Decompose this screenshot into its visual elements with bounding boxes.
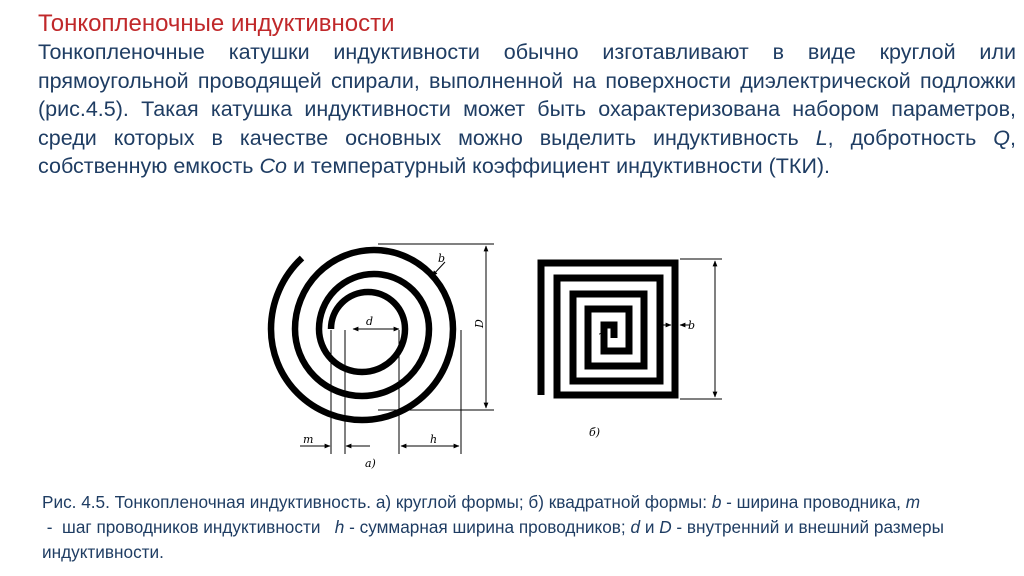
para-symbol-Q: Q [993, 125, 1011, 150]
circle-label-m: m [303, 433, 314, 446]
para-text-2: , добротность [827, 125, 994, 150]
caption-text-3: - шаг проводников индуктивности [42, 517, 335, 537]
circle-label-h: h [430, 433, 438, 446]
para-text-3: , собственную емкость [38, 125, 1016, 178]
square-spiral [541, 263, 675, 395]
caption-text-6: - внутренний и внешний размеры индуктивности. [42, 517, 944, 562]
caption-symbol-h: h [334, 517, 345, 537]
circular-spiral [271, 250, 453, 420]
caption-text-1: Рис. 4.5. Тонкопленочная индуктивность. а) круглой формы; б) квадратной формы: [42, 492, 712, 512]
caption-text-4: - суммарная ширина проводников; [344, 517, 631, 537]
circle-label-d: d [366, 315, 374, 328]
caption-symbol-D: D [659, 517, 672, 537]
para-symbol-L: L [815, 125, 828, 150]
square-subfigure-label: б) [589, 426, 601, 439]
caption-symbol-d: d [630, 517, 641, 537]
caption-text-2: - ширина проводника, [721, 492, 906, 512]
para-symbol-Co: Co [259, 154, 287, 178]
para-text-4: и температурный коэффициент индуктивности (ТКИ). [292, 154, 831, 178]
circle-label-b: b [438, 252, 446, 265]
caption-symbol-m: m [905, 492, 921, 512]
square-label-b: b [688, 319, 696, 332]
circle-subfigure-label: а) [365, 457, 376, 470]
slide-title: Тонкопленочные индуктивности [38, 10, 395, 37]
para-text-1: Тонкопленочные катушки индуктивности обычно изготавливают в виде круглой или прямоугольной проводящей спирали, выполненной на поверхности диэлектрической подложки (рис.4.5). Такая катушка индуктивности может быть охарактеризована набором параметров, среди которых в качестве основных можно выделить индуктивность [38, 40, 1016, 150]
square-label-d: d [599, 332, 610, 339]
caption-text-5: и [640, 517, 660, 537]
figure-caption [42, 490, 1012, 565]
circle-label-D: D [473, 319, 486, 328]
caption-symbol-b: b [711, 492, 722, 512]
